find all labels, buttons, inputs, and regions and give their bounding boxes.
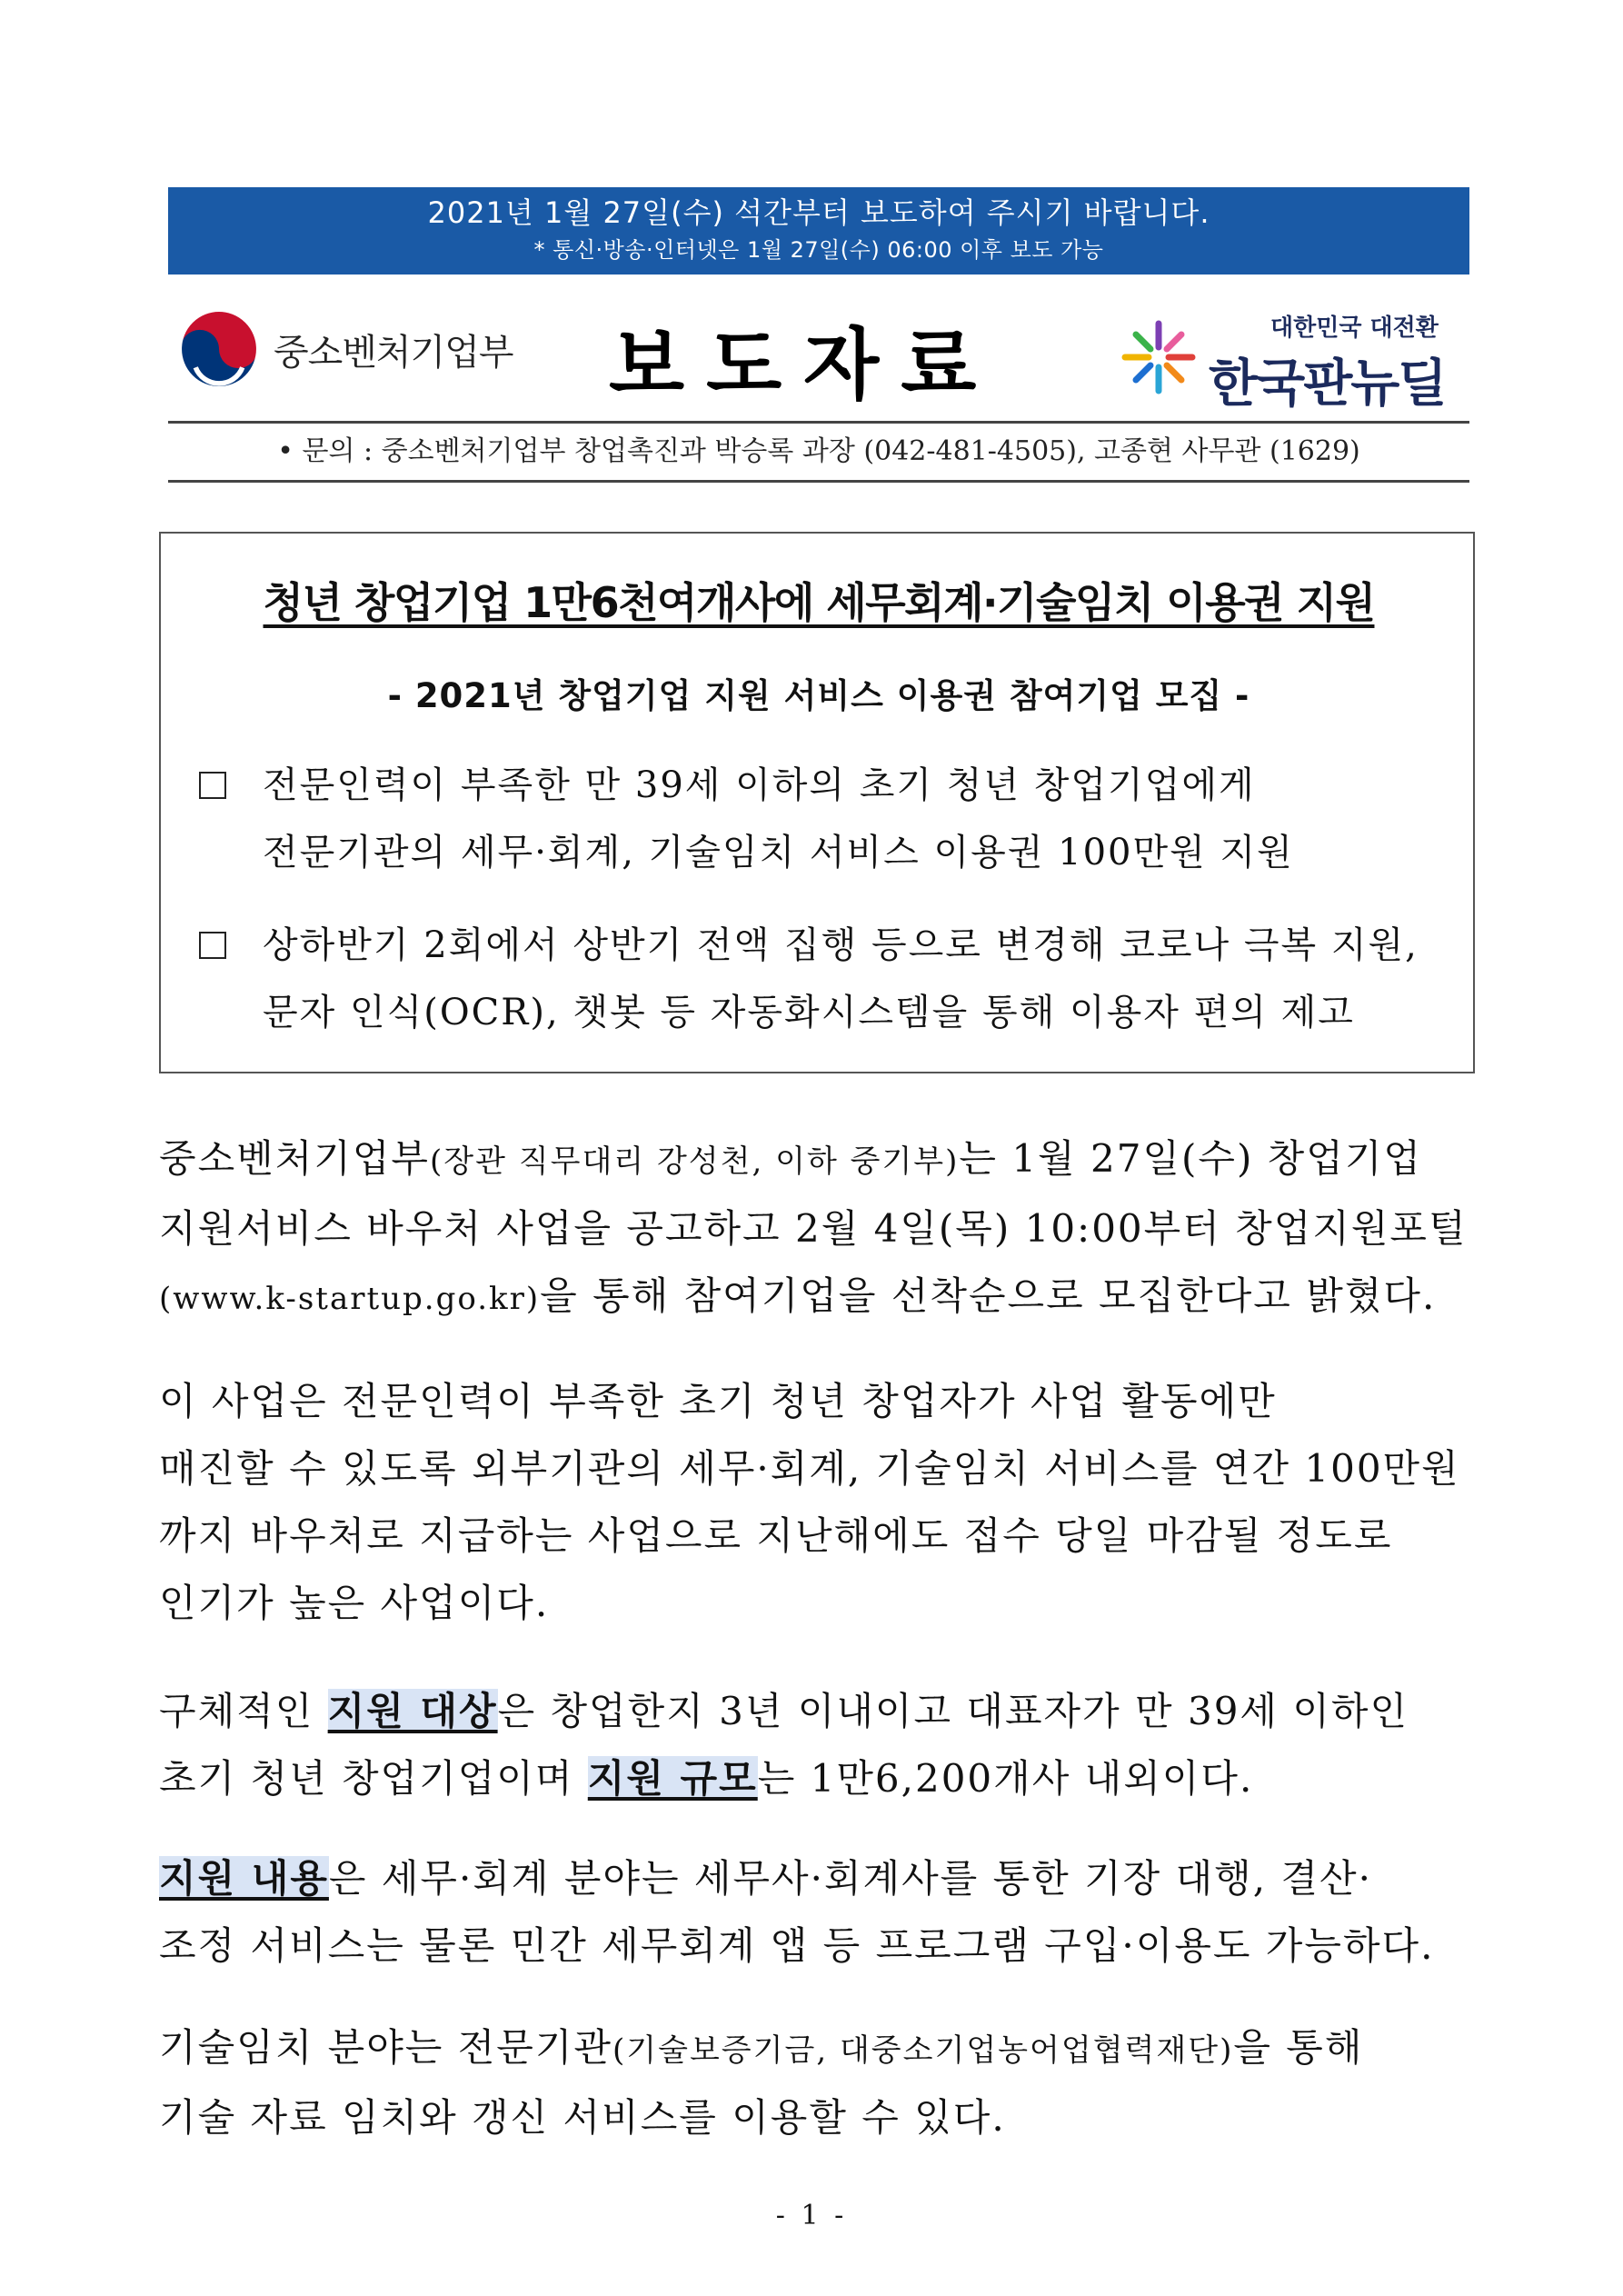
text-span: (장관 직무대리 강성천, 이하 중기부) xyxy=(430,1143,960,1180)
bullet-line: 상하반기 2회에서 상반기 전액 집행 등으로 변경해 코로나 극복 지원, xyxy=(263,924,1419,966)
checkbox-icon xyxy=(199,932,226,959)
new-deal-logo xyxy=(1118,304,1463,414)
ministry-logo xyxy=(177,304,513,394)
text-line: 인기가 높은 사업이다. xyxy=(159,1581,550,1625)
highlight-term: 지원 규모 xyxy=(587,1756,758,1801)
checkbox-icon xyxy=(199,772,226,799)
text-span: 기술임치 분야는 전문기관 xyxy=(159,2025,612,2070)
url-text: (www.k-startup.go.kr) xyxy=(159,1281,541,1317)
subheadline: - 2021년 창업기업 지원 서비스 이용권 참여기업 모집 - xyxy=(387,676,1250,715)
text-span: 을 통해 참여기업을 선착순으로 모집한다고 밝혔다. xyxy=(540,1273,1437,1318)
text-span: 은 세무·회계 분야는 세무사·회계사를 통한 기장 대행, 결산· xyxy=(328,1856,1372,1901)
summary-box xyxy=(159,532,1475,1073)
text-span: 초기 청년 창업기업이며 xyxy=(159,1756,588,1801)
ministry-name: 중소벤처기업부 xyxy=(274,331,513,374)
bullet-line: 문자 인식(OCR), 챗봇 등 자동화시스템을 통해 이용자 편의 제고 xyxy=(263,992,1355,1033)
summary-bullet xyxy=(199,752,1453,886)
text-span: 을 통해 xyxy=(1233,2025,1364,2070)
summary-bullet xyxy=(199,912,1453,1046)
taegeuk-logo-icon xyxy=(177,307,261,391)
korean-new-deal-logo-icon xyxy=(1118,316,1200,398)
page-number: - 1 - xyxy=(775,2200,848,2231)
embargo-line-2: * 통신·방송·인터넷은 1월 27일(수) 06:00 이후 보도 가능 xyxy=(533,237,1104,263)
text-line: 까지 바우처로 지급하는 사업으로 지난해에도 접수 당일 마감될 정도로 xyxy=(159,1513,1393,1558)
new-deal-subtitle: 대한민국 대전환 xyxy=(1270,314,1439,342)
press-header xyxy=(168,287,1469,416)
bullet-line: 전문기관의 세무·회계, 기술임치 서비스 이용권 100만원 지원 xyxy=(263,832,1294,873)
body-paragraph xyxy=(159,2014,1477,2151)
headline: 청년 창업기업 1만6천여개사에 세무회계·기술임치 이용권 지원 xyxy=(263,578,1375,627)
text-span: 은 창업한지 3년 이내이고 대표자가 만 39세 이하인 xyxy=(497,1689,1409,1733)
text-line: 기술 자료 임치와 갱신 서비스를 이용할 수 있다. xyxy=(159,2095,1006,2140)
bullet-line: 전문인력이 부족한 만 39세 이하의 초기 청년 창업기업에게 xyxy=(263,764,1256,806)
text-span: 는 1만6,200개사 내외이다. xyxy=(757,1756,1254,1801)
text-span: 중소벤처기업부 xyxy=(159,1136,431,1181)
body-paragraph xyxy=(159,1368,1477,1637)
highlight-term: 지원 내용 xyxy=(159,1856,329,1901)
contact-info: • 문의 : 중소벤처기업부 창업촉진과 박승록 과장 (042-481-4505), 고종현 사무관 (1629) xyxy=(168,421,1469,483)
new-deal-name: 한국판뉴딜 xyxy=(1209,354,1446,414)
text-line: 지원서비스 바우처 사업을 공고하고 2월 4일(목) 10:00부터 창업지원포털 xyxy=(159,1206,1468,1251)
body-paragraph xyxy=(159,1845,1477,1980)
text-line: 매진할 수 있도록 외부기관의 세무·회계, 기술임치 서비스를 연간 100만원 xyxy=(159,1446,1460,1491)
highlight-term: 지원 대상 xyxy=(327,1689,498,1733)
press-release-title: 보도자료 xyxy=(609,319,999,411)
text-line: 조정 서비스는 물론 민간 세무회계 앱 등 프로그램 구입·이용도 가능하다. xyxy=(159,1923,1435,1968)
text-line: 이 사업은 전문인력이 부족한 초기 청년 창업자가 사업 활동에만 xyxy=(159,1379,1277,1423)
embargo-line-1: 2021년 1월 27일(수) 석간부터 보도하여 주시기 바랍니다. xyxy=(427,195,1210,230)
body-paragraph xyxy=(159,1678,1477,1812)
embargo-banner xyxy=(168,187,1469,275)
text-span: (기술보증기금, 대중소기업농어업협력재단) xyxy=(612,2032,1234,2069)
text-span: 는 1월 27일(수) 창업기업 xyxy=(959,1136,1422,1181)
text-span: 구체적인 xyxy=(159,1689,328,1733)
body-paragraph xyxy=(159,1125,1477,1333)
